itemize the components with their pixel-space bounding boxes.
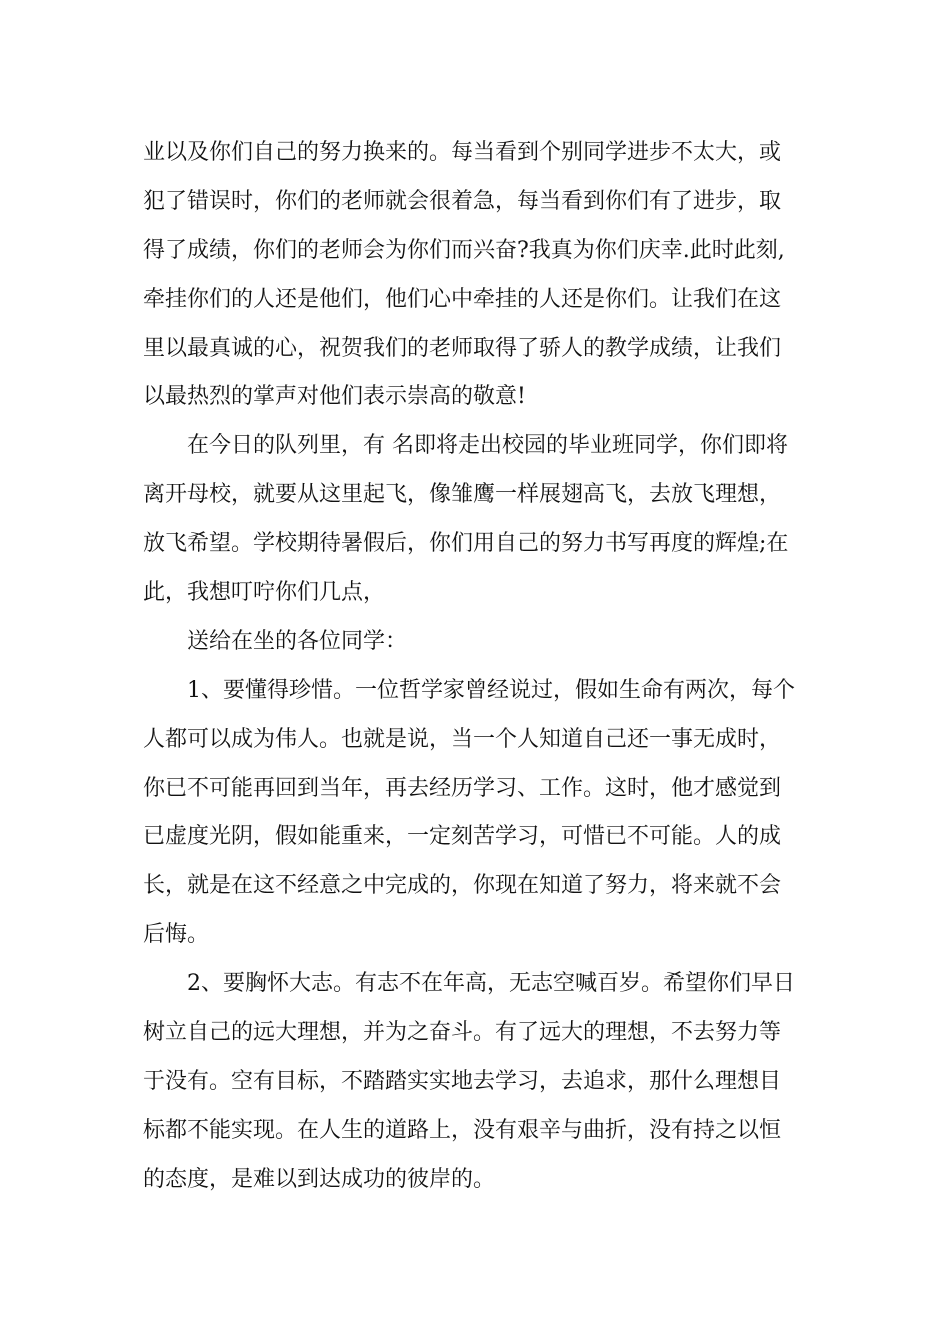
text-line: 得了成绩，你们的老师会为你们而兴奋?我真为你们庆幸.此时此刻,	[143, 237, 785, 263]
text-line: 你已不可能再回到当年，再去经历学习、工作。这时，他才感觉到	[143, 775, 782, 801]
paragraph-first-line: 在今日的队列里，有 名即将走出校园的毕业班同学，你们即将	[187, 433, 788, 459]
text-line: 人都可以成为伟人。也就是说，当一个人知道自己还一事无成时，	[143, 726, 782, 752]
text-line: 离开母校，就要从这里起飞，像雏鹰一样展翅高飞，去放飞理想，	[143, 482, 782, 508]
document-body	[143, 129, 833, 1205]
text-line: 此，我想叮咛你们几点，	[143, 580, 386, 606]
paragraph-first-line: 送给在坐的各位同学：	[187, 628, 408, 654]
text-line: 已虚度光阴，假如能重来，一定刻苦学习，可惜已不可能。人的成	[143, 824, 782, 850]
text-line: 放飞希望。学校期待暑假后，你们用自己的努力书写再度的辉煌;在	[143, 531, 789, 557]
paragraph-first-line: 1、要懂得珍惜。一位哲学家曾经说过，假如生命有两次，每个	[187, 677, 795, 703]
text-line: 里以最真诚的心，祝贺我们的老师取得了骄人的教学成绩，让我们	[143, 335, 782, 361]
text-line: 牵挂你们的人还是他们，他们心中牵挂的人还是你们。让我们在这	[143, 286, 782, 312]
text-line: 标都不能实现。在人生的道路上，没有艰辛与曲折，没有持之以恒	[143, 1117, 782, 1143]
text-line: 长，就是在这不经意之中完成的，你现在知道了努力，将来就不会	[143, 873, 782, 899]
text-line: 业以及你们自己的努力换来的。每当看到个别同学进步不太大，或	[143, 140, 782, 165]
text-line: 于没有。空有目标，不踏踏实实地去学习，去追求，那什么理想目	[143, 1068, 782, 1094]
paragraph-first-line: 2、要胸怀大志。有志不在年高，无志空喊百岁。希望你们早日	[187, 971, 795, 997]
text-line: 后悔。	[143, 922, 210, 948]
text-line: 犯了错误时，你们的老师就会很着急，每当看到你们有了进步，取	[143, 188, 782, 214]
text-line: 树立自己的远大理想，并为之奋斗。有了远大的理想，不去努力等	[143, 1020, 782, 1046]
text-line: 的态度，是难以到达成功的彼岸的。	[143, 1166, 496, 1192]
text-line: 以最热烈的掌声对他们表示崇高的敬意!	[143, 384, 526, 410]
